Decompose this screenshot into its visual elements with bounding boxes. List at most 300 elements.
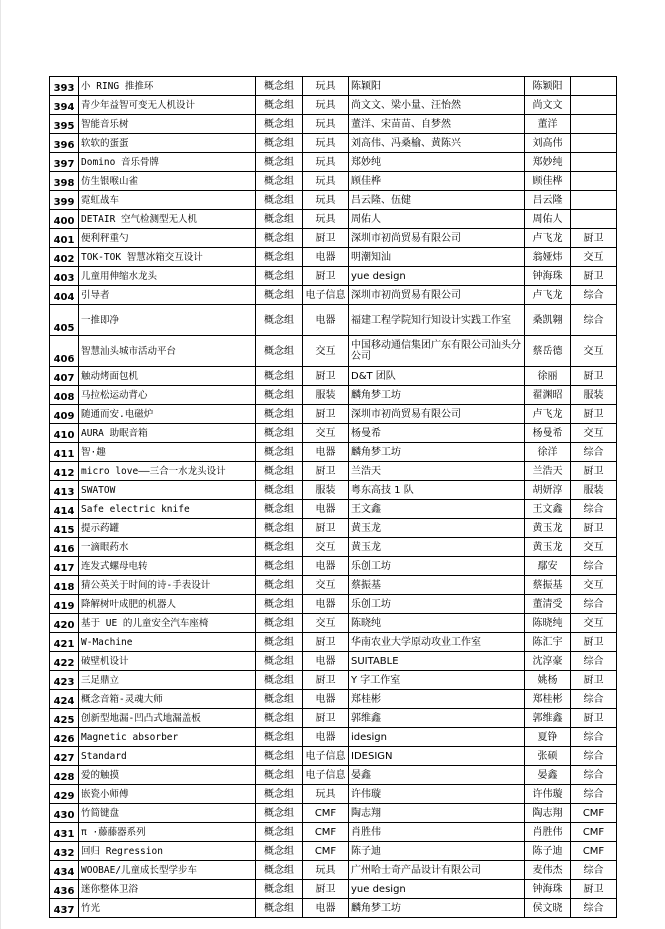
entry-name: 一推即净 — [79, 305, 256, 336]
entry-category: 服装 — [303, 481, 349, 500]
entry-name: 触动烤面包机 — [79, 367, 256, 386]
entry-number: 422 — [50, 652, 79, 671]
entry-owner: 吕云隆 — [525, 191, 571, 210]
entry-organization: 麟角梦工坊 — [349, 386, 525, 405]
entry-owner: 周佑人 — [525, 210, 571, 229]
entry-name: 概念音箱-灵魂大师 — [79, 690, 256, 709]
table-row — [50, 576, 617, 595]
table-row — [50, 880, 617, 899]
entry-track: 交互 — [571, 614, 617, 633]
table-row — [50, 842, 617, 861]
table-row — [50, 804, 617, 823]
entry-category: 电器 — [303, 557, 349, 576]
entry-number: 425 — [50, 709, 79, 728]
entry-name: 随通而安.电磁炉 — [79, 405, 256, 424]
entry-organization: 蔡振基 — [349, 576, 525, 595]
entry-number: 415 — [50, 519, 79, 538]
table-row — [50, 709, 617, 728]
entry-owner: 黄玉龙 — [525, 538, 571, 557]
entry-owner: 麦伟杰 — [525, 861, 571, 880]
entry-group: 概念组 — [256, 191, 303, 210]
entry-group: 概念组 — [256, 747, 303, 766]
entry-category: 玩具 — [303, 153, 349, 172]
entry-owner: 顾佳桦 — [525, 172, 571, 191]
entry-category: 玩具 — [303, 785, 349, 804]
entry-name: 智·趣 — [79, 443, 256, 462]
entry-group: 概念组 — [256, 614, 303, 633]
entry-organization: 中国移动通信集团广东有限公司汕头分公司 — [349, 336, 525, 367]
entry-name: 基于 UE 的儿童安全汽车座椅 — [79, 614, 256, 633]
table-row — [50, 899, 617, 918]
entry-name: 引导者 — [79, 286, 256, 305]
entry-organization: 王文鑫 — [349, 500, 525, 519]
entry-organization: 陶志翔 — [349, 804, 525, 823]
entry-category: 交互 — [303, 614, 349, 633]
entry-number: 395 — [50, 115, 79, 134]
entry-track — [571, 77, 617, 96]
table-row — [50, 766, 617, 785]
entry-name: Standard — [79, 747, 256, 766]
entry-organization: 周佑人 — [349, 210, 525, 229]
entry-number: 404 — [50, 286, 79, 305]
entry-owner: 刘高伟 — [525, 134, 571, 153]
entry-number: 434 — [50, 861, 79, 880]
entry-name: micro love——三合一水龙头设计 — [79, 462, 256, 481]
entry-category: 电子信息 — [303, 766, 349, 785]
entry-owner: 张硕 — [525, 747, 571, 766]
entry-organization: 广州哈士奇产品设计有限公司 — [349, 861, 525, 880]
entry-owner: 陈子迪 — [525, 842, 571, 861]
entry-track: 交互 — [571, 424, 617, 443]
table-row — [50, 134, 617, 153]
entry-group: 概念组 — [256, 405, 303, 424]
table-row — [50, 861, 617, 880]
table-row — [50, 77, 617, 96]
entry-number: 413 — [50, 481, 79, 500]
entry-group: 概念组 — [256, 519, 303, 538]
table-row — [50, 153, 617, 172]
table-row — [50, 210, 617, 229]
entry-group: 概念组 — [256, 804, 303, 823]
entry-category: CMF — [303, 823, 349, 842]
entry-organization: SUITABLE — [349, 652, 525, 671]
table-row — [50, 747, 617, 766]
entry-owner: 董清受 — [525, 595, 571, 614]
entry-owner: 翁娅炜 — [525, 248, 571, 267]
entry-track — [571, 153, 617, 172]
entry-number: 436 — [50, 880, 79, 899]
entry-group: 概念组 — [256, 77, 303, 96]
entry-organization: 粤东高技 1 队 — [349, 481, 525, 500]
entry-number: 408 — [50, 386, 79, 405]
entry-group: 概念组 — [256, 671, 303, 690]
table-row — [50, 191, 617, 210]
entry-track: 厨卫 — [571, 405, 617, 424]
entry-track: 综合 — [571, 861, 617, 880]
entry-number: 432 — [50, 842, 79, 861]
entry-category: 电器 — [303, 500, 349, 519]
entry-group: 概念组 — [256, 690, 303, 709]
entry-group: 概念组 — [256, 424, 303, 443]
entry-category: 电器 — [303, 690, 349, 709]
entry-owner: 陈颖阳 — [525, 77, 571, 96]
entry-organization: 陈晓纯 — [349, 614, 525, 633]
entry-track: 厨卫 — [571, 229, 617, 248]
entry-name: 提示药罐 — [79, 519, 256, 538]
entry-owner: 陶志翔 — [525, 804, 571, 823]
entry-track: 综合 — [571, 747, 617, 766]
entry-organization: 许伟璇 — [349, 785, 525, 804]
table-row — [50, 481, 617, 500]
entry-name: 小 RING 推推环 — [79, 77, 256, 96]
entry-group: 概念组 — [256, 633, 303, 652]
entry-group: 概念组 — [256, 367, 303, 386]
entry-organization: yue design — [349, 267, 525, 286]
entry-group: 概念组 — [256, 557, 303, 576]
entry-category: 厨卫 — [303, 880, 349, 899]
entry-category: 电器 — [303, 248, 349, 267]
entry-owner: 姚杨 — [525, 671, 571, 690]
entry-group: 概念组 — [256, 336, 303, 367]
entry-track: CMF — [571, 842, 617, 861]
entry-category: CMF — [303, 842, 349, 861]
entry-organization: 福建工程学院知行知设计实践工作室 — [349, 305, 525, 336]
entry-category: 玩具 — [303, 77, 349, 96]
entry-track: 厨卫 — [571, 880, 617, 899]
entry-track: CMF — [571, 823, 617, 842]
entry-group: 概念组 — [256, 229, 303, 248]
table-row — [50, 690, 617, 709]
entry-owner: 尚文文 — [525, 96, 571, 115]
entry-category: 玩具 — [303, 172, 349, 191]
entry-track: CMF — [571, 804, 617, 823]
entry-track: 综合 — [571, 443, 617, 462]
entry-category: 交互 — [303, 424, 349, 443]
entry-track: 交互 — [571, 538, 617, 557]
entry-group: 概念组 — [256, 861, 303, 880]
entry-owner: 晏鑫 — [525, 766, 571, 785]
entry-category: 交互 — [303, 576, 349, 595]
entry-owner: 鄢安 — [525, 557, 571, 576]
entry-number: 428 — [50, 766, 79, 785]
entry-category: 电器 — [303, 595, 349, 614]
entry-category: 厨卫 — [303, 462, 349, 481]
entry-name: 智慧汕头城市活动平台 — [79, 336, 256, 367]
table-row — [50, 96, 617, 115]
entry-track: 厨卫 — [571, 633, 617, 652]
table-row — [50, 538, 617, 557]
entry-group: 概念组 — [256, 481, 303, 500]
entry-organization: 黄玉龙 — [349, 538, 525, 557]
entry-category: 厨卫 — [303, 709, 349, 728]
table-row — [50, 424, 617, 443]
entry-organization: 杨曼希 — [349, 424, 525, 443]
entry-owner: 蔡振基 — [525, 576, 571, 595]
table-row — [50, 367, 617, 386]
entry-name: AURA 助眠音箱 — [79, 424, 256, 443]
entry-name: Magnetic absorber — [79, 728, 256, 747]
entry-group: 概念组 — [256, 880, 303, 899]
entry-organization: 明潮知汕 — [349, 248, 525, 267]
table-row — [50, 443, 617, 462]
entry-group: 概念组 — [256, 899, 303, 918]
entry-name: 连发式螺母电转 — [79, 557, 256, 576]
entry-track: 厨卫 — [571, 709, 617, 728]
entry-group: 概念组 — [256, 305, 303, 336]
entry-group: 概念组 — [256, 709, 303, 728]
entry-owner: 夏铮 — [525, 728, 571, 747]
entry-organization: 深圳市初尚贸易有限公司 — [349, 286, 525, 305]
entry-category: 玩具 — [303, 134, 349, 153]
entry-track: 综合 — [571, 557, 617, 576]
entry-owner: 翟渊昭 — [525, 386, 571, 405]
entry-owner: 钟海珠 — [525, 880, 571, 899]
entry-organization: 黄玉龙 — [349, 519, 525, 538]
entry-category: 交互 — [303, 538, 349, 557]
entry-group: 概念组 — [256, 172, 303, 191]
table-row — [50, 462, 617, 481]
entry-owner: 许伟璇 — [525, 785, 571, 804]
entry-category: 厨卫 — [303, 671, 349, 690]
entry-group: 概念组 — [256, 785, 303, 804]
entry-track: 综合 — [571, 500, 617, 519]
entry-name: 儿童用伸缩水龙头 — [79, 267, 256, 286]
entry-track: 厨卫 — [571, 462, 617, 481]
entry-category: 厨卫 — [303, 519, 349, 538]
entry-organization: 麟角梦工坊 — [349, 443, 525, 462]
entry-number: 398 — [50, 172, 79, 191]
entry-track: 厨卫 — [571, 367, 617, 386]
entry-organization: 华南农业大学原动攻业工作室 — [349, 633, 525, 652]
entry-category: 厨卫 — [303, 405, 349, 424]
entry-owner: 陈汇宇 — [525, 633, 571, 652]
entry-name: 仿生银喉山雀 — [79, 172, 256, 191]
entry-owner: 卢飞龙 — [525, 286, 571, 305]
entry-name: 猜公英关于时间的诗-手表设计 — [79, 576, 256, 595]
entry-group: 概念组 — [256, 134, 303, 153]
entry-owner: 郑桂彬 — [525, 690, 571, 709]
entry-number: 424 — [50, 690, 79, 709]
entry-name: π ·藤藤器系列 — [79, 823, 256, 842]
entry-owner: 徐洋 — [525, 443, 571, 462]
entry-track: 综合 — [571, 766, 617, 785]
entry-group: 概念组 — [256, 267, 303, 286]
entry-track: 综合 — [571, 690, 617, 709]
entry-number: 416 — [50, 538, 79, 557]
entry-track: 交互 — [571, 576, 617, 595]
entry-organization: 郑妙纯 — [349, 153, 525, 172]
entry-name: 智能音乐树 — [79, 115, 256, 134]
entry-category: 玩具 — [303, 861, 349, 880]
entry-group: 概念组 — [256, 386, 303, 405]
entry-category: 电器 — [303, 443, 349, 462]
entry-group: 概念组 — [256, 153, 303, 172]
entry-number: 419 — [50, 595, 79, 614]
page-edge — [0, 0, 1, 929]
entry-organization: 陈子迪 — [349, 842, 525, 861]
entry-owner: 徐丽 — [525, 367, 571, 386]
table-row — [50, 785, 617, 804]
entry-track — [571, 191, 617, 210]
entry-group: 概念组 — [256, 210, 303, 229]
entry-number: 417 — [50, 557, 79, 576]
entry-category: 厨卫 — [303, 367, 349, 386]
entry-name: Domino 音乐骨牌 — [79, 153, 256, 172]
entry-category: 电子信息 — [303, 747, 349, 766]
entry-number: 437 — [50, 899, 79, 918]
entry-track: 服装 — [571, 386, 617, 405]
entry-category: 玩具 — [303, 191, 349, 210]
table-row — [50, 595, 617, 614]
entry-owner: 卢飞龙 — [525, 405, 571, 424]
entry-name: W-Machine — [79, 633, 256, 652]
table-row — [50, 386, 617, 405]
entry-track — [571, 172, 617, 191]
entry-number: 411 — [50, 443, 79, 462]
entry-category: CMF — [303, 804, 349, 823]
entry-category: 电子信息 — [303, 286, 349, 305]
entry-organization: 郑桂彬 — [349, 690, 525, 709]
entry-group: 概念组 — [256, 823, 303, 842]
entry-group: 概念组 — [256, 286, 303, 305]
table-row — [50, 652, 617, 671]
entry-category: 厨卫 — [303, 633, 349, 652]
table-body — [50, 77, 617, 918]
entry-number: 399 — [50, 191, 79, 210]
entry-number: 409 — [50, 405, 79, 424]
entry-track: 综合 — [571, 728, 617, 747]
entry-organization: yue design — [349, 880, 525, 899]
entry-number: 427 — [50, 747, 79, 766]
entry-group: 概念组 — [256, 115, 303, 134]
entry-category: 服装 — [303, 386, 349, 405]
entry-organization: 深圳市初尚贸易有限公司 — [349, 229, 525, 248]
entry-group: 概念组 — [256, 500, 303, 519]
entry-category: 电器 — [303, 899, 349, 918]
entry-owner: 肖胜伟 — [525, 823, 571, 842]
entry-track: 厨卫 — [571, 519, 617, 538]
entry-number: 402 — [50, 248, 79, 267]
entry-name: 破壁机设计 — [79, 652, 256, 671]
entry-name: 青少年益智可变无人机设计 — [79, 96, 256, 115]
table-row — [50, 728, 617, 747]
entry-organization: 肖胜伟 — [349, 823, 525, 842]
entry-track: 综合 — [571, 785, 617, 804]
entry-organization: 晏鑫 — [349, 766, 525, 785]
entry-owner: 卢飞龙 — [525, 229, 571, 248]
entry-group: 概念组 — [256, 538, 303, 557]
entry-number: 397 — [50, 153, 79, 172]
entry-organization: 郭维鑫 — [349, 709, 525, 728]
entry-track: 综合 — [571, 286, 617, 305]
entry-organization: 深圳市初尚贸易有限公司 — [349, 405, 525, 424]
entry-name: 爱的触摸 — [79, 766, 256, 785]
entry-category: 电器 — [303, 305, 349, 336]
entry-number: 405 — [50, 305, 79, 336]
entry-name: 软软的蛋蛋 — [79, 134, 256, 153]
entry-number: 420 — [50, 614, 79, 633]
entry-organization: idesign — [349, 728, 525, 747]
table-row — [50, 172, 617, 191]
entry-number: 396 — [50, 134, 79, 153]
entry-organization: 乐创工坊 — [349, 557, 525, 576]
entry-category: 电器 — [303, 652, 349, 671]
entry-organization: 陈颖阳 — [349, 77, 525, 96]
entry-number: 426 — [50, 728, 79, 747]
table-row — [50, 614, 617, 633]
entry-track: 综合 — [571, 305, 617, 336]
entry-name: Safe electric knife — [79, 500, 256, 519]
entry-name: 便利秤重勺 — [79, 229, 256, 248]
entry-name: 霓虹战车 — [79, 191, 256, 210]
entry-owner: 黄玉龙 — [525, 519, 571, 538]
entries-table — [49, 76, 617, 918]
entry-group: 概念组 — [256, 248, 303, 267]
entry-category: 玩具 — [303, 96, 349, 115]
entry-owner: 兰浩天 — [525, 462, 571, 481]
table-row — [50, 557, 617, 576]
entry-name: 一滴眼药水 — [79, 538, 256, 557]
table-row — [50, 519, 617, 538]
entry-name: 三足鼎立 — [79, 671, 256, 690]
entry-number: 423 — [50, 671, 79, 690]
table-row — [50, 823, 617, 842]
table-row — [50, 500, 617, 519]
entry-organization: IDESIGN — [349, 747, 525, 766]
table-row — [50, 336, 617, 367]
table-row — [50, 115, 617, 134]
entry-number: 418 — [50, 576, 79, 595]
entry-track: 综合 — [571, 652, 617, 671]
entry-track — [571, 96, 617, 115]
entry-number: 429 — [50, 785, 79, 804]
entry-group: 概念组 — [256, 576, 303, 595]
entry-number: 394 — [50, 96, 79, 115]
entry-group: 概念组 — [256, 728, 303, 747]
entry-track — [571, 210, 617, 229]
entry-organization: 董洋、宋苗苗、自梦然 — [349, 115, 525, 134]
entry-owner: 陈晓纯 — [525, 614, 571, 633]
table-row — [50, 405, 617, 424]
entry-number: 393 — [50, 77, 79, 96]
entry-category: 玩具 — [303, 115, 349, 134]
entry-number: 421 — [50, 633, 79, 652]
entry-name: 创新型地漏-凹凸式地漏盖板 — [79, 709, 256, 728]
entry-category: 玩具 — [303, 210, 349, 229]
entry-name: 迷你整体卫浴 — [79, 880, 256, 899]
entry-track: 厨卫 — [571, 671, 617, 690]
entry-group: 概念组 — [256, 652, 303, 671]
entry-organization: 兰浩天 — [349, 462, 525, 481]
entry-number: 414 — [50, 500, 79, 519]
table-row — [50, 633, 617, 652]
entry-organization: 刘高伟、冯桑榆、黄陈兴 — [349, 134, 525, 153]
entry-number: 412 — [50, 462, 79, 481]
entry-name: 回归 Regression — [79, 842, 256, 861]
entry-track: 交互 — [571, 248, 617, 267]
entry-number: 430 — [50, 804, 79, 823]
entry-owner: 胡妍淳 — [525, 481, 571, 500]
entry-number: 403 — [50, 267, 79, 286]
entry-organization: 吕云隆、伍健 — [349, 191, 525, 210]
entry-category: 厨卫 — [303, 267, 349, 286]
entry-name: 降解树叶成肥的机器人 — [79, 595, 256, 614]
entry-track: 服装 — [571, 481, 617, 500]
table-row — [50, 248, 617, 267]
entry-owner: 蔡岳德 — [525, 336, 571, 367]
entry-category: 电器 — [303, 728, 349, 747]
entry-category: 厨卫 — [303, 229, 349, 248]
